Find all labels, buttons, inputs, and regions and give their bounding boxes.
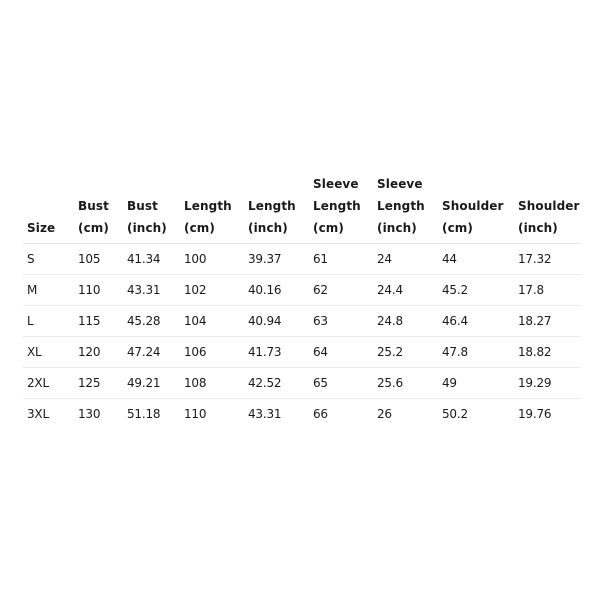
header-row [23, 173, 581, 244]
table-cell: 108 [180, 368, 244, 399]
table-cell: 49 [438, 368, 514, 399]
header-sleeve-length-inch: Sleeve Length (inch) [377, 177, 425, 235]
size-chart-table [23, 173, 581, 429]
table-cell: 44 [438, 244, 514, 275]
table-row [23, 337, 581, 368]
header-size: Size [27, 221, 56, 235]
table-cell: 115 [74, 306, 123, 337]
table-row [23, 368, 581, 399]
table-cell: 125 [74, 368, 123, 399]
table-cell: 46.4 [438, 306, 514, 337]
table-cell: 105 [74, 244, 123, 275]
table-cell: 104 [180, 306, 244, 337]
table-cell: 40.94 [244, 306, 309, 337]
table-cell: 120 [74, 337, 123, 368]
table-cell: 18.27 [514, 306, 581, 337]
size-cell: XL [23, 337, 74, 368]
table-cell: 65 [309, 368, 373, 399]
table-cell: 66 [309, 399, 373, 430]
table-cell: 61 [309, 244, 373, 275]
table-cell: 45.2 [438, 275, 514, 306]
table-cell: 40.16 [244, 275, 309, 306]
table-row [23, 275, 581, 306]
table-row [23, 399, 581, 430]
table-cell: 25.2 [373, 337, 438, 368]
size-cell: S [23, 244, 74, 275]
table-cell: 102 [180, 275, 244, 306]
table-cell: 43.31 [244, 399, 309, 430]
size-cell: L [23, 306, 74, 337]
table-cell: 26 [373, 399, 438, 430]
table-cell: 24.4 [373, 275, 438, 306]
size-chart-header [23, 173, 581, 244]
header-length-inch: Length (inch) [248, 199, 296, 235]
size-cell: 3XL [23, 399, 74, 430]
size-cell: M [23, 275, 74, 306]
table-row [23, 244, 581, 275]
table-cell: 24 [373, 244, 438, 275]
table-cell: 41.34 [123, 244, 180, 275]
table-cell: 130 [74, 399, 123, 430]
table-cell: 43.31 [123, 275, 180, 306]
table-cell: 47.24 [123, 337, 180, 368]
table-cell: 51.18 [123, 399, 180, 430]
table-cell: 47.8 [438, 337, 514, 368]
table-cell: 41.73 [244, 337, 309, 368]
table-cell: 19.76 [514, 399, 581, 430]
table-cell: 19.29 [514, 368, 581, 399]
table-cell: 49.21 [123, 368, 180, 399]
table-cell: 42.52 [244, 368, 309, 399]
table-cell: 63 [309, 306, 373, 337]
table-cell: 110 [180, 399, 244, 430]
table-cell: 18.82 [514, 337, 581, 368]
table-cell: 17.8 [514, 275, 581, 306]
table-cell: 64 [309, 337, 373, 368]
table-cell: 17.32 [514, 244, 581, 275]
size-cell: 2XL [23, 368, 74, 399]
table-cell: 25.6 [373, 368, 438, 399]
table-cell: 39.37 [244, 244, 309, 275]
header-shoulder-inch: Shoulder (inch) [518, 199, 580, 235]
header-bust-inch: Bust (inch) [127, 199, 167, 235]
table-cell: 110 [74, 275, 123, 306]
table-cell: 50.2 [438, 399, 514, 430]
table-cell: 106 [180, 337, 244, 368]
table-row [23, 306, 581, 337]
table-cell: 24.8 [373, 306, 438, 337]
table-cell: 100 [180, 244, 244, 275]
size-chart-body [23, 244, 581, 430]
table-cell: 45.28 [123, 306, 180, 337]
header-bust-cm: Bust (cm) [78, 199, 109, 235]
header-sleeve-length-cm: Sleeve Length (cm) [313, 177, 361, 235]
table-cell: 62 [309, 275, 373, 306]
header-length-cm: Length (cm) [184, 199, 232, 235]
header-shoulder-cm: Shoulder (cm) [442, 199, 504, 235]
